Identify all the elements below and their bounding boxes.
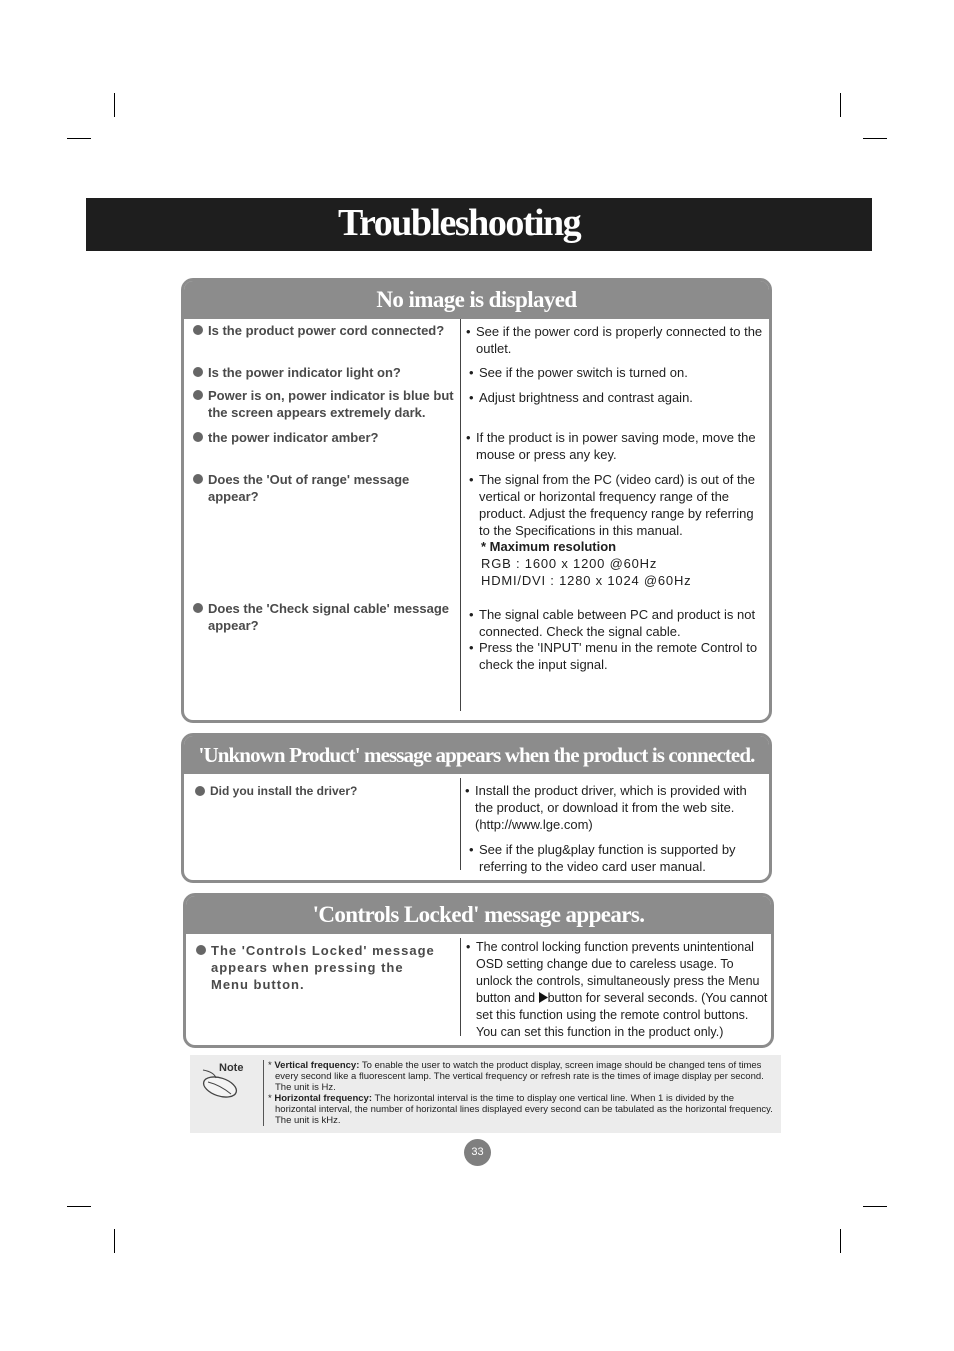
section-heading: 'Controls Locked' message appears. (186, 896, 771, 934)
question-out-of-range: Does the 'Out of range' message appear? (208, 471, 453, 505)
bullet-dot (193, 474, 203, 484)
mouse-note-icon (198, 1065, 242, 1099)
answer-signal-cable: • The signal cable between PC and product is not connected. Check the signal cable. (469, 607, 756, 639)
bullet-dot (193, 325, 203, 335)
answer-input-menu: • Press the 'INPUT' menu in the remote Control to check the input signal. (469, 640, 758, 672)
title-bar (86, 198, 872, 251)
bullet-dot (193, 390, 203, 400)
note-horizontal-frequency: * Horizontal frequency: The horizontal interval is the time to display one vertical line. When 1 is divided by the horizontal interval, the number of horizontal lines displayed every second can be tabulated as the horizontal frequency. The unit is kHz. (268, 1093, 773, 1126)
section-unknown-product (181, 733, 772, 883)
section-controls-locked (183, 893, 774, 1048)
note-vertical-frequency: * Vertical frequency: To enable the user to watch the product display, screen image should be changed tens of times every second like a fluorescent lamp. The vertical frequency or refresh rate is the times of image display per second. The unit is Hz. (268, 1060, 764, 1093)
answer-power-switch: • See if the power switch is turned on. (469, 365, 688, 380)
page-number: 33 (464, 1139, 491, 1166)
column-divider (460, 778, 461, 870)
note-text (268, 1060, 773, 1126)
bullet-dot (196, 945, 206, 955)
question-install-driver: Did you install the driver? (210, 783, 450, 800)
question-indicator-light: Is the power indicator light on? (208, 364, 453, 381)
resolution-rgb: RGB : 1600 x 1200 @60Hz (481, 556, 658, 571)
crop-mark (67, 138, 91, 139)
crop-mark (840, 1229, 841, 1253)
question-screen-dark: Power is on, power indicator is blue but the screen appears extremely dark. (208, 387, 458, 421)
question-indicator-amber: the power indicator amber? (208, 429, 453, 446)
answer-brightness: • Adjust brightness and contrast again. (469, 390, 693, 405)
resolution-hdmi-dvi: HDMI/DVI : 1280 x 1024 @60Hz (481, 573, 692, 588)
question-check-signal: Does the 'Check signal cable' message appear? (208, 600, 458, 634)
column-divider (460, 938, 461, 1036)
note-area (190, 1055, 781, 1133)
question-power-cord: Is the product power cord connected? (208, 322, 453, 339)
crop-mark (840, 93, 841, 117)
crop-mark (863, 1206, 887, 1207)
max-resolution-heading: * Maximum resolution (481, 539, 617, 554)
answer-power-saving: • If the product is in power saving mode, move the mouse or press any key. (466, 430, 756, 462)
crop-mark (114, 1229, 115, 1253)
section-no-image (181, 278, 772, 723)
note-label: Note (219, 1062, 244, 1074)
note-separator (263, 1060, 264, 1126)
section-heading: 'Unknown Product' message appears when the product is connected. (184, 736, 769, 774)
section-heading: No image is displayed (184, 281, 769, 319)
answer-power-cord: • See if the power cord is properly connected to the outlet. (466, 324, 763, 356)
answer-controls-locked: • The control locking function prevents unintentional OSD setting change due to careless usage. To unlock the controls, simultaneously press the Menu button and button for several seconds. (You cannot set this function using the remote control buttons. You can set this function in the product only.) (466, 940, 768, 1039)
question-controls-locked: The 'Controls Locked' message appears when pressing the Menu button. (211, 942, 446, 993)
bullet-dot (193, 603, 203, 613)
answer-plug-and-play: • See if the plug&play function is supported by referring to the video card user manual. (469, 842, 736, 874)
answer-install-driver: • Install the product driver, which is provided with the product, or download it from the web site. (http://www.lge.com) (465, 783, 747, 832)
page-title: Troubleshooting (338, 202, 581, 244)
crop-mark (114, 93, 115, 117)
right-arrow-icon (539, 992, 548, 1003)
answer-out-of-range: • The signal from the PC (video card) is out of the vertical or horizontal frequency range of the product. Adjust the frequency range by referring to the Specifications in this manual. (469, 472, 756, 538)
column-divider (460, 319, 461, 711)
crop-mark (863, 138, 887, 139)
crop-mark (67, 1206, 91, 1207)
bullet-dot (195, 786, 205, 796)
bullet-dot (193, 367, 203, 377)
bullet-dot (193, 432, 203, 442)
